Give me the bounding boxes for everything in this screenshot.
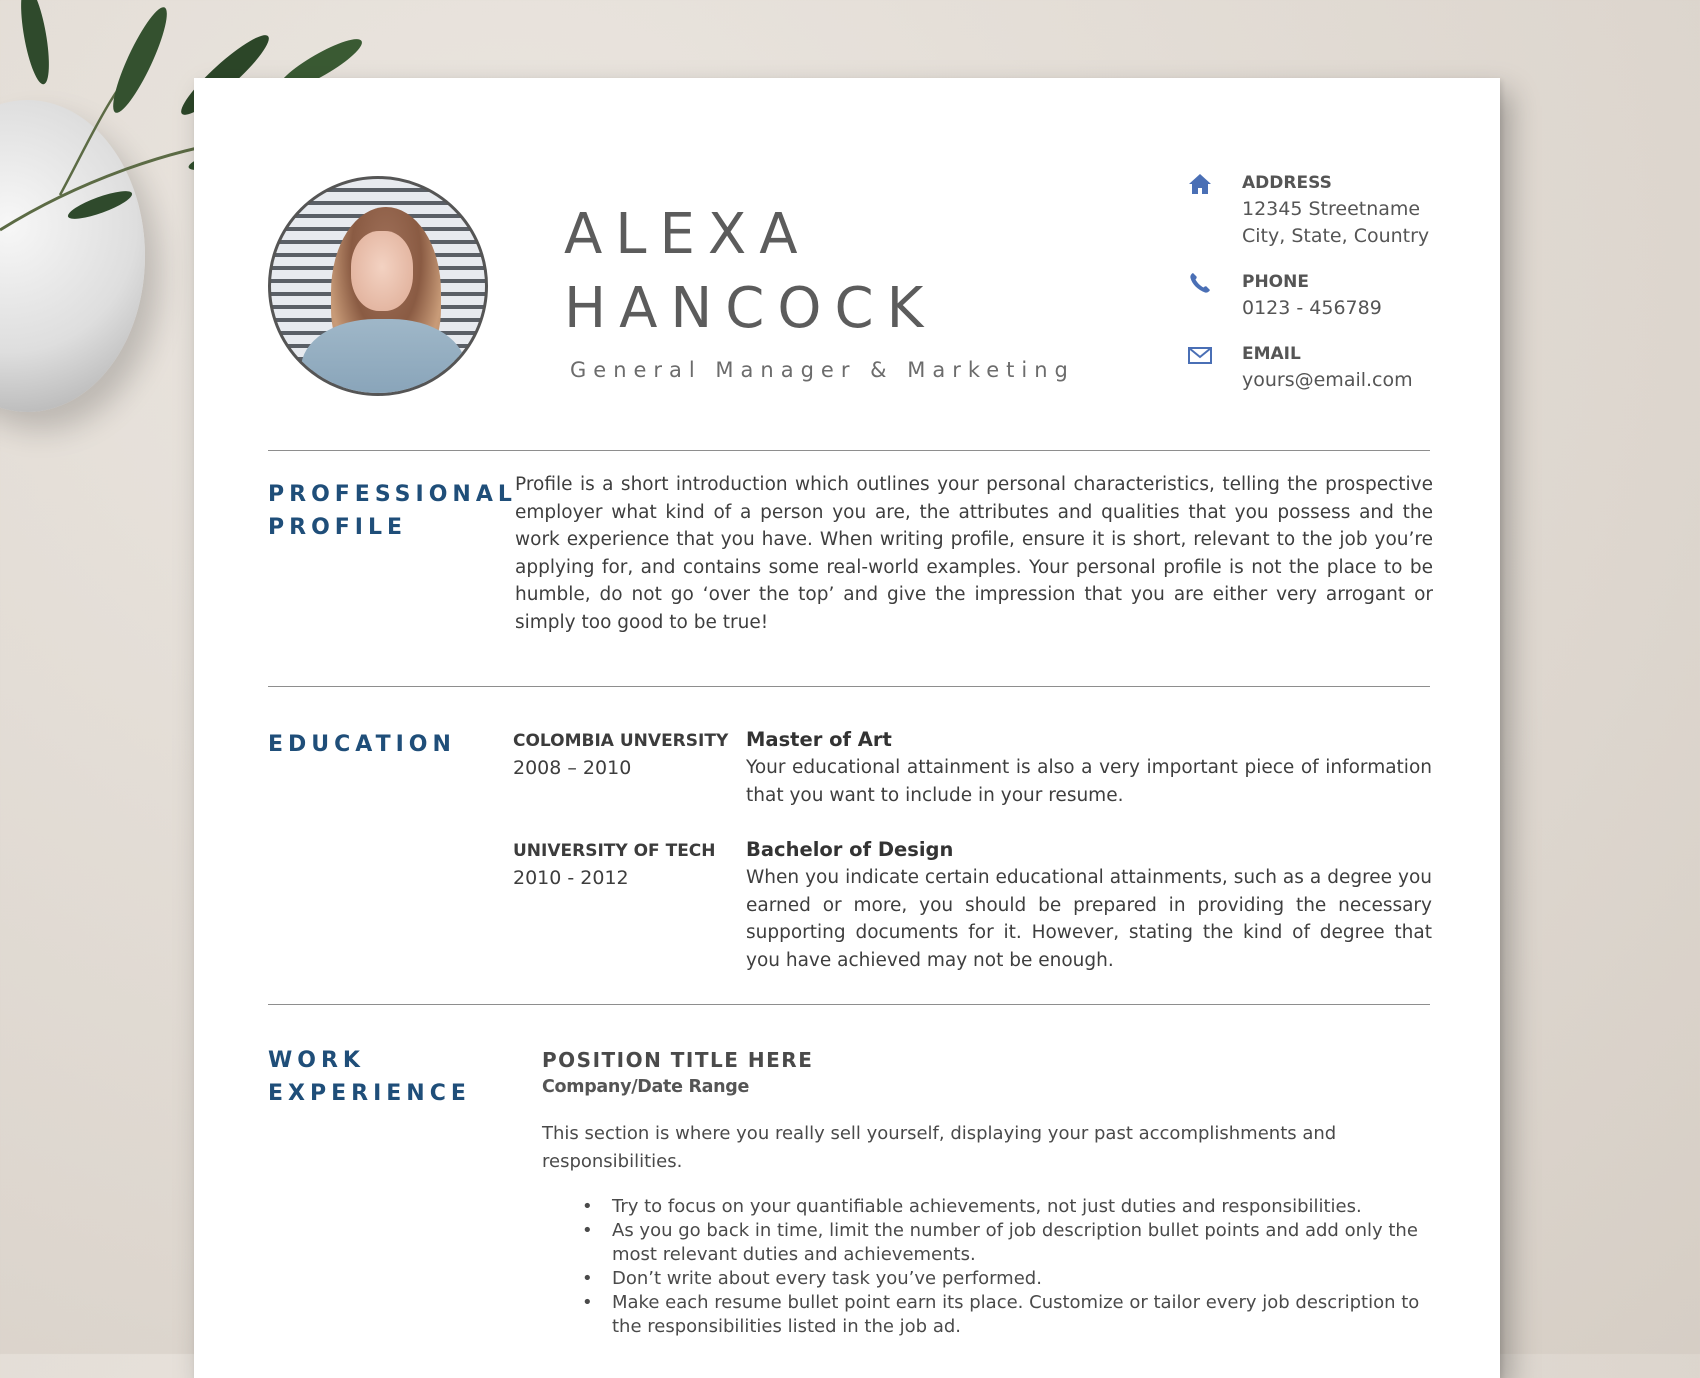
- first-name: ALEXA: [564, 202, 811, 267]
- work-title-line2: EXPERIENCE: [268, 1081, 471, 1106]
- work-entry: [542, 1045, 1432, 1339]
- degree-title: Bachelor of Design: [746, 838, 954, 861]
- resume-page: [194, 78, 1500, 1378]
- address-label: ADDRESS: [1242, 173, 1332, 193]
- phone-value: 0123 - 456789: [1242, 297, 1382, 319]
- candidate-name: [564, 198, 936, 346]
- contact-block: [1186, 170, 1486, 413]
- work-intro: This section is where you really sell yourself, displaying your past accomplishments and responsibilities.: [542, 1123, 1337, 1172]
- school-name: COLOMBIA UNVERSITY: [513, 731, 729, 751]
- bullet-icon: •: [582, 1268, 593, 1289]
- education-title: EDUCATION: [268, 732, 456, 757]
- job-tagline: General Manager & Marketing: [570, 358, 1075, 382]
- divider: [268, 450, 1430, 451]
- phone-label: PHONE: [1242, 272, 1309, 292]
- list-item: • As you go back in time, limit the number of job description bullet points and add only the most relevant duties and achievements.: [582, 1220, 1418, 1265]
- work-section-title: [268, 1044, 498, 1110]
- bullet-icon: •: [582, 1196, 593, 1217]
- last-name: HANCOCK: [564, 276, 937, 341]
- list-item: • Make each resume bullet point earn its place. Customize or tailor every job description to the responsibilities listed in the job ad.: [582, 1292, 1420, 1337]
- work-bullet-list: [542, 1195, 1432, 1339]
- address-line1: 12345 Streetname: [1242, 198, 1421, 220]
- phone-icon: [1186, 269, 1214, 297]
- list-item: • Don’t write about every task you’ve performed.: [582, 1268, 1042, 1289]
- divider: [268, 686, 1430, 687]
- degree-description: Your educational attainment is also a very important piece of information that you want to include in your resume.: [746, 757, 1432, 806]
- work-title-line1: WORK: [268, 1048, 365, 1073]
- envelope-icon: [1186, 341, 1214, 369]
- bullet-icon: •: [582, 1220, 593, 1241]
- degree-description: When you indicate certain educational attainments, such as a degree you earned or more, you should be prepared in providing the necessary supporting documents for it. However, stating the kind of degree that you have achieved may not be enough.: [746, 867, 1432, 971]
- profile-section-title: [268, 478, 517, 544]
- address-line2: City, State, Country: [1242, 225, 1430, 247]
- email-value: yours@email.com: [1242, 369, 1413, 391]
- profile-text: Profile is a short introduction which outlines your personal characteristics, telling the prospective employer what kind of a person you are, the attributes and qualities that you possess and the work experience that you have. When writing profile, ensure it is short, relevant to the job you’re applying for, and contains some real-world examples. Your personal profile is not the place to be humble, do not go ‘over the top’ and give the impression that you are either very arrogant or simply too good to be true!: [515, 474, 1433, 633]
- profile-title-line1: PROFESSIONAL: [268, 482, 517, 507]
- divider: [268, 1004, 1430, 1005]
- education-section-title: [268, 728, 498, 761]
- degree-title: Master of Art: [746, 728, 892, 751]
- list-item: • Try to focus on your quantifiable achievements, not just duties and responsibilities.: [582, 1196, 1362, 1217]
- contact-phone: [1186, 269, 1486, 322]
- bullet-icon: •: [582, 1292, 593, 1313]
- profile-title-line2: PROFILE: [268, 515, 408, 540]
- email-label: EMAIL: [1242, 344, 1301, 364]
- home-icon: [1186, 170, 1214, 198]
- contact-address: [1186, 170, 1486, 250]
- profile-photo: [268, 176, 488, 396]
- contact-email: [1186, 341, 1486, 394]
- school-years: 2010 - 2012: [513, 867, 629, 889]
- school-years: 2008 – 2010: [513, 757, 632, 779]
- position-title: POSITION TITLE HERE: [542, 1048, 814, 1072]
- school-name: UNIVERSITY OF TECH: [513, 841, 716, 861]
- company-date-range: Company/Date Range: [542, 1077, 750, 1097]
